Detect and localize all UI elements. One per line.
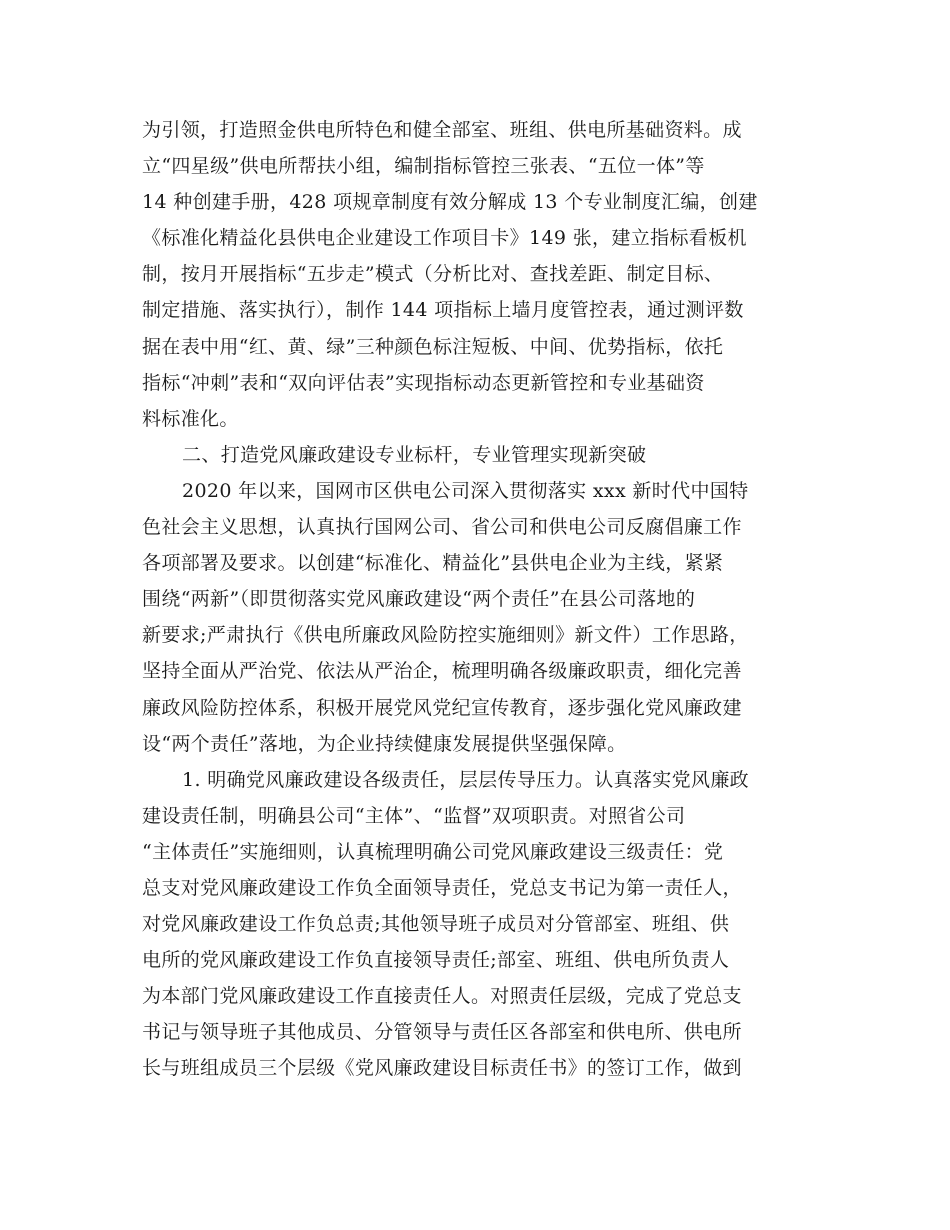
text-line: 新要求;严肃执行《供电所廉政风险防控实施细则》新文件）工作思路， bbox=[142, 624, 749, 647]
text-line: 指标“冲刺”表和“双向评估表”实现指标动态更新管控和专业基础资 bbox=[142, 371, 705, 394]
text-line: 围绕“两新”（即贯彻落实党风廉政建设“两个责任”在县公司落地的 bbox=[142, 588, 696, 611]
text-line: 设“两个责任”落地，为企业持续健康发展提供坚强保障。 bbox=[142, 732, 627, 755]
text-line: 色社会主义思想，认真执行国网公司、省公司和供电公司反腐倡廉工作 bbox=[142, 516, 742, 539]
text-line: 制定措施、落实执行），制作 144 项指标上墙月度管控表，通过测评数 bbox=[142, 299, 744, 322]
document-body bbox=[142, 112, 822, 1087]
text-line: 1. 明确党风廉政建设各级责任，层层传导压力。认真落实党风廉政 bbox=[182, 768, 750, 791]
text-line: 立“四星级”供电所帮扶小组，编制指标管控三张表、“五位一体”等 bbox=[142, 155, 705, 178]
text-line: 对党风廉政建设工作负总责;其他领导班子成员对分管部室、班组、供 bbox=[142, 913, 730, 936]
text-line: 《标准化精益化县供电企业建设工作项目卡》149 张，建立指标看板机 bbox=[142, 227, 747, 250]
text-line: 建设责任制，明确县公司“主体”、“监督”双项职责。对照省公司 bbox=[142, 804, 686, 827]
text-line: 长与班组成员三个层级《党风廉政建设目标责任书》的签订工作，做到 bbox=[142, 1057, 742, 1080]
text-line: 料标准化。 bbox=[142, 407, 239, 430]
text-line: 书记与领导班子其他成员、分管领导与责任区各部室和供电所、供电所 bbox=[142, 1021, 742, 1044]
text-line: 2020 年以来，国网市区供电公司深入贯彻落实 xxx 新时代中国特 bbox=[182, 479, 749, 502]
text-line: 各项部署及要求。以创建“标准化、精益化”县供电企业为主线，紧紧 bbox=[142, 552, 724, 575]
text-line: 据在表中用“红、黄、绿”三种颜色标注短板、中间、优势指标，依托 bbox=[142, 335, 724, 358]
text-line: “主体责任”实施细则，认真梳理明确公司党风廉政建设三级责任：党 bbox=[142, 840, 724, 863]
text-line: 坚持全面从严治党、依法从严治企，梳理明确各级廉政职责，细化完善 bbox=[142, 660, 742, 683]
text-line: 二、打造党风廉政建设专业标杆，专业管理实现新突破 bbox=[182, 443, 647, 466]
text-line: 电所的党风廉政建设工作负直接领导责任;部室、班组、供电所负责人 bbox=[142, 949, 730, 972]
text-line: 为本部门党风廉政建设工作直接责任人。对照责任层级，完成了党总支 bbox=[142, 985, 742, 1008]
text-line: 制，按月开展指标“五步走”模式（分析比对、查找差距、制定目标、 bbox=[142, 263, 724, 286]
text-line: 总支对党风廉政建设工作负全面领导责任，党总支书记为第一责任人， bbox=[142, 876, 742, 899]
text-line: 廉政风险防控体系，积极开展党风党纪宣传教育，逐步强化党风廉政建 bbox=[142, 696, 742, 719]
text-line: 14 种创建手册，428 项规章制度有效分解成 13 个专业制度汇编，创建 bbox=[142, 191, 758, 214]
text-line: 为引领，打造照金供电所特色和健全部室、班组、供电所基础资料。成 bbox=[142, 119, 742, 141]
